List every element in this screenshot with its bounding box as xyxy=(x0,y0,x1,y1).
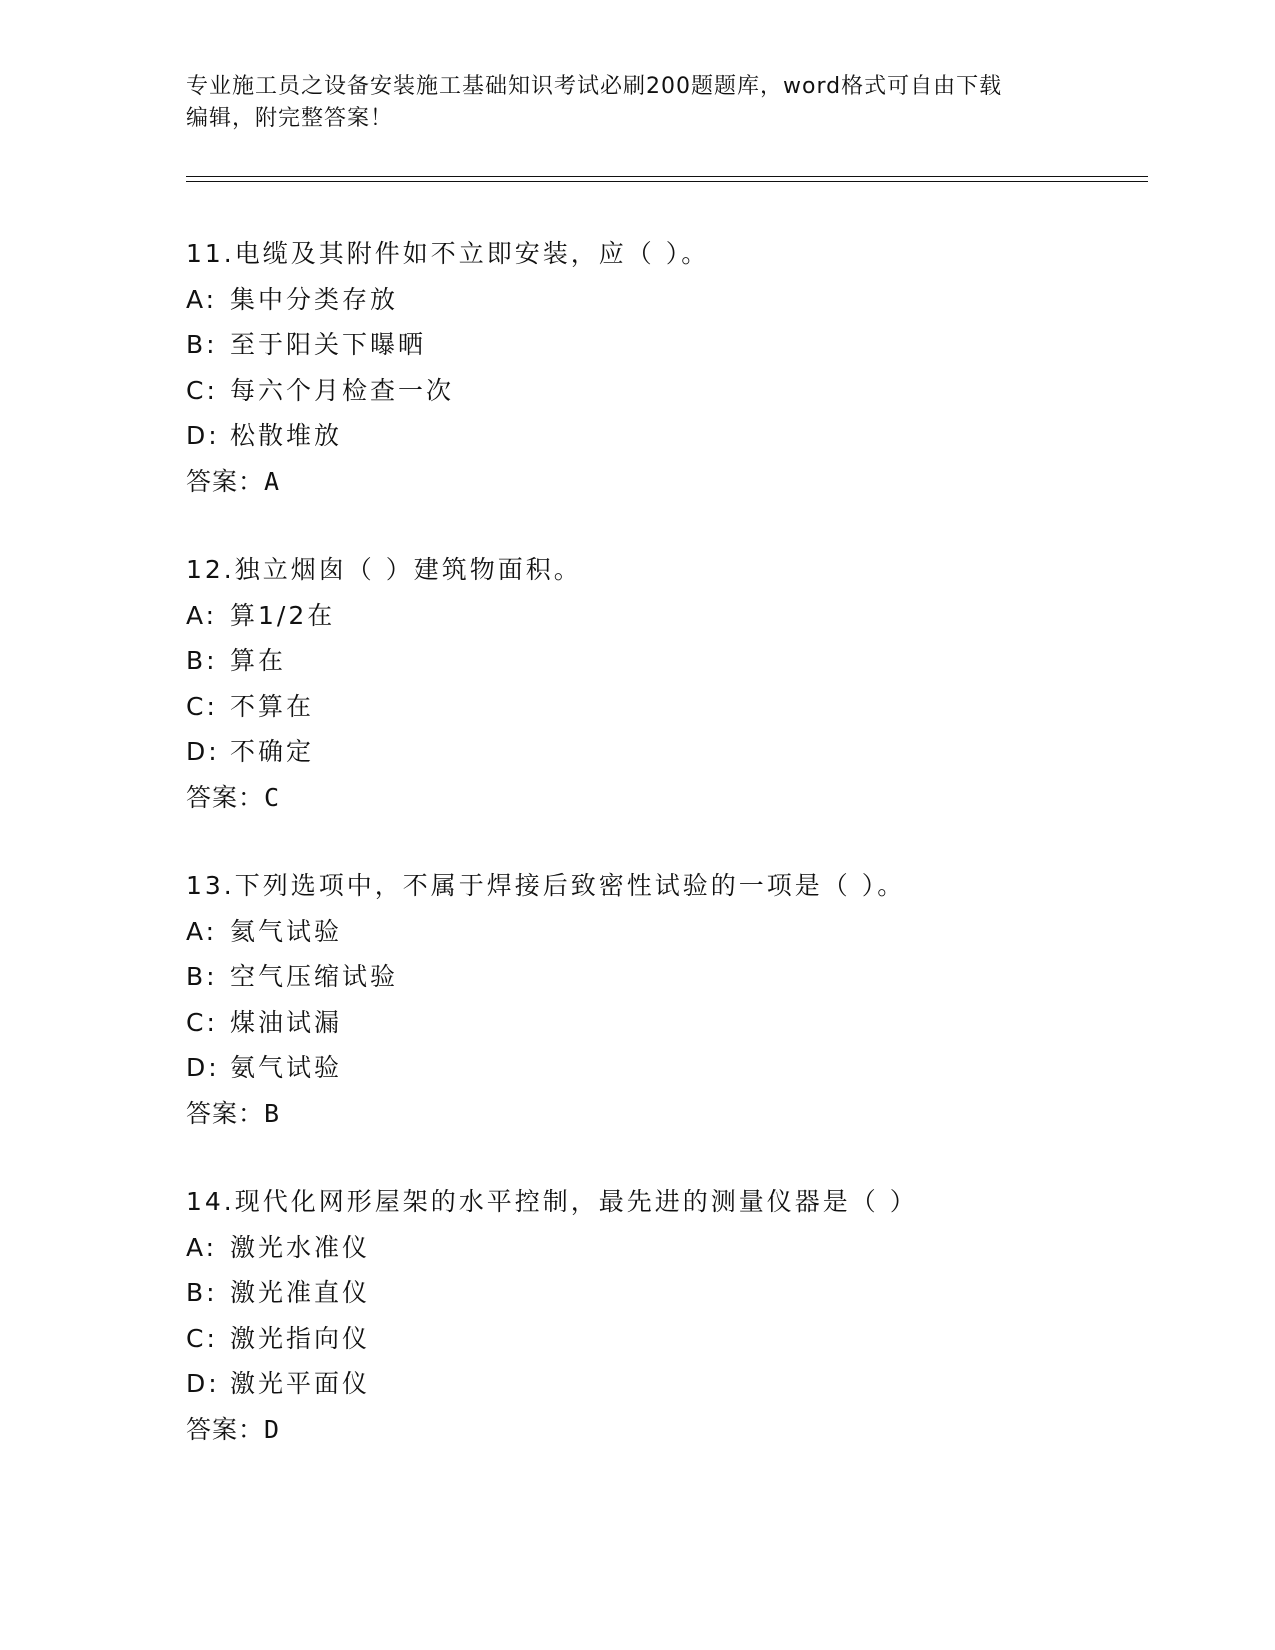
header-line-2: 编辑，附完整答案！ xyxy=(186,106,394,131)
option-d xyxy=(186,729,1146,775)
option-letter: A: xyxy=(186,600,218,630)
option-text: 氨气试验 xyxy=(230,1053,343,1082)
option-letter: A: xyxy=(186,916,218,946)
question-13 xyxy=(186,863,1146,1136)
option-c xyxy=(186,368,1146,414)
answer: 答案：C xyxy=(186,782,281,812)
option-a xyxy=(186,593,1146,639)
option-b xyxy=(186,322,1146,368)
option-text: 激光水准仪 xyxy=(230,1232,371,1262)
question-list xyxy=(186,231,1146,1495)
option-letter: B: xyxy=(186,330,218,359)
option-letter: C: xyxy=(186,375,218,405)
option-text: 激光准直仪 xyxy=(230,1278,371,1307)
option-d xyxy=(186,1361,1146,1407)
question-stem: 11.电缆及其附件如不立即安装，应（ ）。 xyxy=(186,239,710,268)
header-divider-bottom xyxy=(186,181,1148,182)
option-d xyxy=(186,1045,1146,1091)
question-11 xyxy=(186,231,1146,504)
option-letter: A: xyxy=(186,284,218,314)
option-c xyxy=(186,684,1146,730)
option-text: 松散堆放 xyxy=(230,421,343,450)
option-letter: C: xyxy=(186,1007,218,1037)
option-b xyxy=(186,954,1146,1000)
answer: 答案：A xyxy=(186,466,281,496)
option-a xyxy=(186,1225,1146,1271)
option-text: 氦气试验 xyxy=(230,916,343,946)
option-text: 空气压缩试验 xyxy=(230,962,399,991)
option-text: 不算在 xyxy=(230,691,315,721)
option-letter: B: xyxy=(186,1278,218,1307)
option-text: 至于阳关下曝晒 xyxy=(230,330,427,359)
question-stem: 13.下列选项中，不属于焊接后致密性试验的一项是（ ）。 xyxy=(186,871,906,900)
option-letter: B: xyxy=(186,962,218,991)
option-b xyxy=(186,638,1146,684)
option-letter: A: xyxy=(186,1232,218,1262)
option-letter: B: xyxy=(186,646,218,675)
option-a xyxy=(186,909,1146,955)
question-14 xyxy=(186,1179,1146,1452)
option-d xyxy=(186,413,1146,459)
option-text: 激光平面仪 xyxy=(230,1369,371,1398)
option-text: 算1/2在 xyxy=(230,600,336,630)
option-a xyxy=(186,277,1146,323)
option-text: 每六个月检查一次 xyxy=(230,375,455,405)
header-line-1: 专业施工员之设备安装施工基础知识考试必刷200题题库，word格式可自由下载 xyxy=(186,74,1003,99)
option-letter: D: xyxy=(186,1369,220,1398)
document-header xyxy=(186,71,1066,135)
option-text: 集中分类存放 xyxy=(230,284,399,314)
question-stem: 12.独立烟囱（ ）建筑物面积。 xyxy=(186,555,582,584)
option-b xyxy=(186,1270,1146,1316)
option-letter: D: xyxy=(186,1053,220,1082)
option-text: 煤油试漏 xyxy=(230,1007,343,1037)
header-divider-top xyxy=(186,176,1148,177)
option-text: 激光指向仪 xyxy=(230,1323,371,1353)
answer: 答案：D xyxy=(186,1414,281,1444)
question-12 xyxy=(186,547,1146,820)
option-c xyxy=(186,1000,1146,1046)
option-c xyxy=(186,1316,1146,1362)
question-stem: 14.现代化网形屋架的水平控制，最先进的测量仪器是（ ） xyxy=(186,1187,918,1216)
option-letter: D: xyxy=(186,421,220,450)
option-text: 不确定 xyxy=(230,737,315,766)
option-letter: C: xyxy=(186,1323,218,1353)
option-text: 算在 xyxy=(230,646,287,675)
option-letter: D: xyxy=(186,737,220,766)
option-letter: C: xyxy=(186,691,218,721)
answer: 答案：B xyxy=(186,1098,281,1128)
